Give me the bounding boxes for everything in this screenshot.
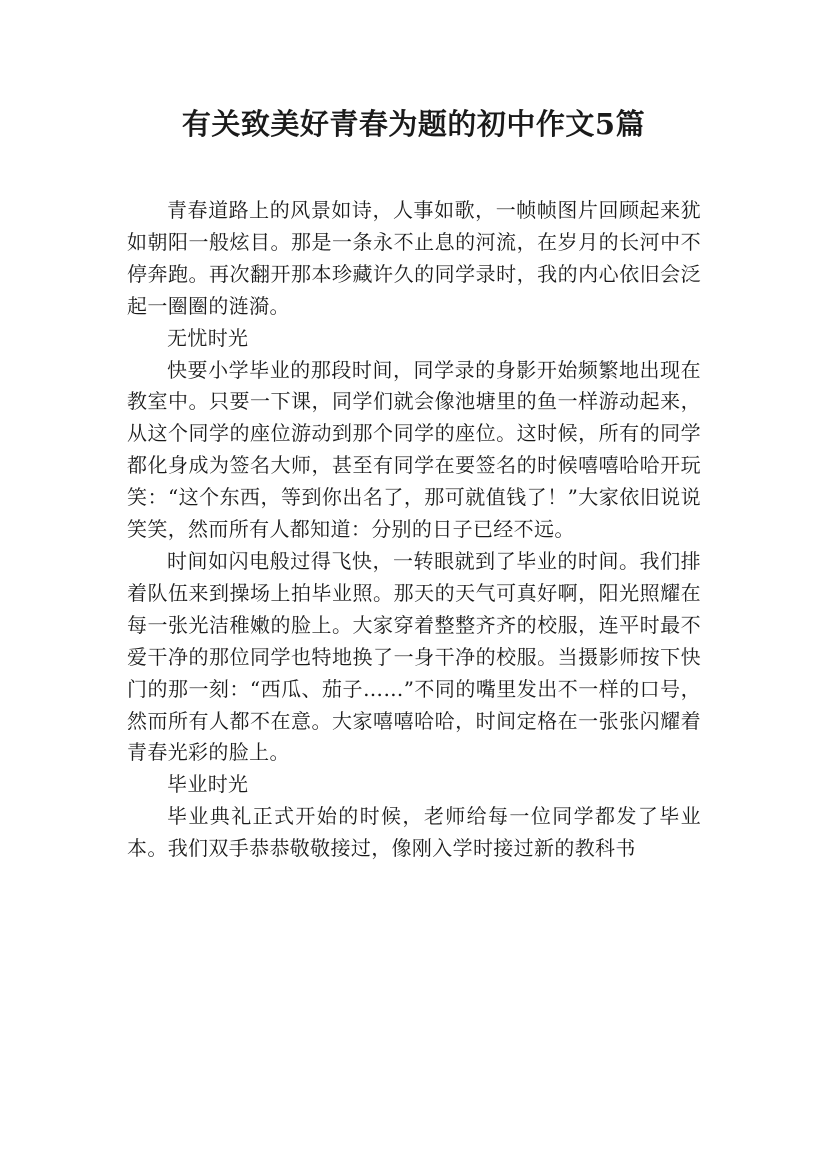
paragraph: 毕业典礼正式开始的时候，老师给每一位同学都发了毕业本。我们双手恭恭敬敬接过，像刚入学时接过新的教科书	[127, 804, 701, 861]
paragraph: 时间如闪电般过得飞快，一转眼就到了毕业的时间。我们排着队伍来到操场上拍毕业照。那天的天气可真好啊，阳光照耀在每一张光洁稚嫩的脸上。大家穿着整整齐齐的校服，连平时最不爱干净的那位同学也特地换了一身干净的校服。当摄影师按下快门的那一刻：“西瓜、茄子……”不同的嘴里发出不一样的口号，然而所有人都不在意。大家嘻嘻哈哈，时间定格在一张张闪耀着青春光彩的脸上。	[127, 548, 701, 765]
document-body	[127, 195, 701, 865]
document-title: 有关致美好青春为题的初中作文5篇	[181, 107, 646, 141]
paragraph: 青春道路上的风景如诗，人事如歌，一帧帧图片回顾起来犹如朝阳一般炫目。那是一条永不止息的河流，在岁月的长河中不停奔跑。再次翻开那本珍藏许久的同学录时，我的内心依旧会泛起一圈圈的涟漪。	[127, 198, 701, 318]
section-heading: 毕业时光	[167, 772, 249, 797]
section-heading: 无忧时光	[167, 325, 249, 350]
paragraph: 快要小学毕业的那段时间，同学录的身影开始频繁地出现在教室中。只要一下课，同学们就会像池塘里的鱼一样游动起来，从这个同学的座位游动到那个同学的座位。这时候，所有的同学都化身成为签名大师，甚至有同学在要签名的时候嘻嘻哈哈开玩笑：“这个东西，等到你出名了，那可就值钱了！”大家依旧说说笑笑，然而所有人都知道：分别的日子已经不远。	[127, 357, 701, 542]
